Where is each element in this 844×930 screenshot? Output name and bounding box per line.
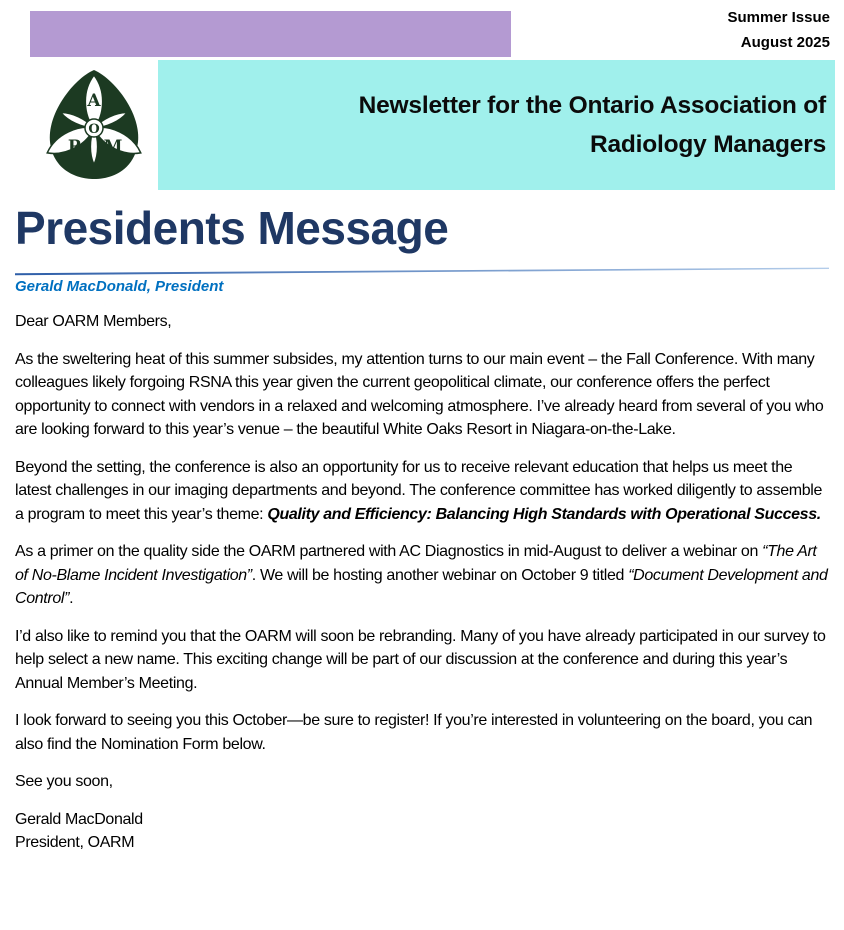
closing: See you soon, (15, 773, 113, 790)
oarm-logo (30, 62, 158, 189)
signature-block (15, 808, 829, 855)
signature-name: Gerald MacDonald (15, 810, 143, 828)
issue-block (727, 5, 830, 55)
paragraph-3-text-2: . We will be hosting another webinar on October 9 titled (251, 566, 629, 584)
article (15, 200, 829, 855)
paragraph-2-text: Beyond the setting, the conference is also an opportunity for us to receive relevant education that helps us meet the latest challenges in our imaging departments and beyond. The conference committee has worked diligently to assemble a program to meet this year’s theme: (15, 458, 823, 523)
paragraph-3 (15, 540, 829, 611)
byline: Gerald MacDonald, President (15, 278, 224, 295)
title-rule (15, 267, 829, 276)
paragraph-2 (15, 456, 829, 527)
webinar-title-1: “The Art of No-Blame Incident Investigation” (15, 543, 817, 584)
paragraph-1: As the sweltering heat of this summer subsides, my attention turns to our main event – the Fall Conference. With many colleagues likely forgoing RSNA this year given the current geopolitical climate, our conference offers the perfect opportunity to connect with vendors in a relaxed and welcoming atmosphere. I’ve already heard from several of you who are looking forward to this year’s venue – the beautiful White Oaks Resort in Niagara-on-the-Lake. (15, 350, 824, 438)
article-body (15, 310, 829, 855)
issue-date: August 2025 (740, 34, 830, 51)
paragraph-4: I’d also like to remind you that the OARM will soon be rebranding. Many of you have already participated in our survey to help select a new name. This exciting change will be part of our discussion at the conference and during this year’s Annual Member’s Meeting. (15, 627, 826, 692)
newsletter-banner (158, 60, 835, 190)
webinar-title-2: “Document Development and Control” (15, 566, 828, 607)
page-title: Presidents Message (15, 202, 449, 254)
salutation: Dear OARM Members, (15, 313, 172, 330)
logo-letter-o: O (88, 121, 100, 137)
banner-title-line2: Radiology Managers (589, 131, 826, 158)
issue-label: Summer Issue (727, 9, 830, 26)
signature-title: President, OARM (15, 834, 135, 851)
logo-letter-m: M (103, 136, 123, 157)
paragraph-3-text: As a primer on the quality side the OARM partnered with AC Diagnostics in mid-August to deliver a webinar on (15, 543, 763, 560)
paragraph-5: I look forward to seeing you this October—be sure to register! If you’re interested in volunteering on the board, you can also find the Nomination Form below. (15, 712, 813, 753)
banner-title-line1: Newsletter for the Ontario Association of (358, 92, 826, 119)
paragraph-3-period: . (69, 590, 74, 607)
trillium-logo-icon (34, 65, 154, 187)
logo-letter-a: A (87, 90, 101, 111)
purple-accent-bar (30, 11, 511, 57)
conference-theme: Quality and Efficiency: Balancing High Standards with Operational Success. (267, 505, 821, 523)
logo-letter-r: R (67, 136, 83, 157)
